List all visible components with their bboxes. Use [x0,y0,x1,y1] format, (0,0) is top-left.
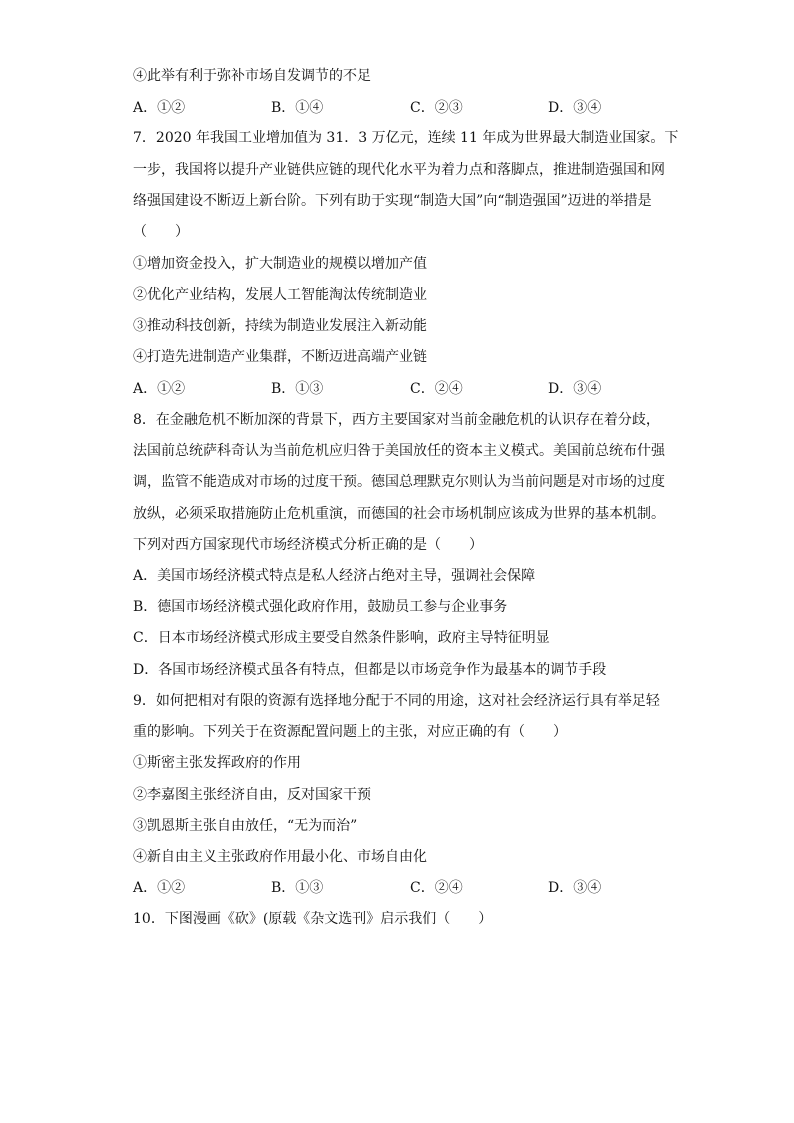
q9-option-b: B．①③ [271,880,324,896]
q7-stem-line-1: 7．2020 年我国工业增加值为 31．3 万亿元，连续 11 年成为世界最大制造业国家。下 [133,130,679,146]
q7-option-d: D．③④ [548,381,602,397]
q9-item-2: ②李嘉图主张经济自由，反对国家干预 [133,787,371,803]
q8-choice-a: A．美国市场经济模式特点是私人经济占绝对主导，强调社会保障 [133,568,536,584]
q6-option-b: B．①④ [271,100,324,116]
q8-choice-b: B．德国市场经济模式强化政府作用，鼓励员工参与企业事务 [133,599,508,615]
q8-stem-line-5: 下列对西方国家现代市场经济模式分析正确的是（ ） [133,537,483,553]
q7-stem-line-3: 络强国建设不断迈上新台阶。下列有助于实现“制造大国”向“制造强国”迈进的举措是 [133,193,652,209]
q8-stem-line-3: 调，监管不能造成对市场的过度干预。德国总理默克尔则认为当前问题是对市场的过度 [133,474,665,490]
q7-option-c: C．②④ [410,381,463,397]
q9-stem-line-1: 9．如何把相对有限的资源有选择地分配于不同的用途，这对社会经济运行具有举足轻 [133,693,660,709]
q7-option-a: A．①② [133,381,186,397]
q9-item-4: ④新自由主义主张政府作用最小化、市场自由化 [133,849,427,865]
q6-option-c: C．②③ [410,100,463,116]
q9-item-1: ①斯密主张发挥政府的作用 [133,755,301,771]
q9-stem-line-2: 重的影响。下列关于在资源配置问题上的主张，对应正确的有（ ） [133,724,567,740]
q7-option-b: B．①③ [271,381,324,397]
q9-option-c: C．②④ [410,880,463,896]
q7-item-4: ④打造先进制造产业集群，不断迈进高端产业链 [133,349,427,365]
q9-option-d: D．③④ [548,880,602,896]
q10-stem: 10．下图漫画《砍》(原载《杂文选刊》启示我们（ ） [133,911,493,927]
q7-stem-line-4: （ ） [133,224,189,240]
q9-option-a: A．①② [133,880,186,896]
q6-options [133,98,653,118]
q9-item-3: ③凯恩斯主张自由放任，“无为而治” [133,818,358,834]
q9-options [133,878,653,898]
q7-item-2: ②优化产业结构，发展人工智能淘汰传统制造业 [133,287,427,303]
q8-stem-line-1: 8．在金融危机不断加深的背景下，西方主要国家对当前金融危机的认识存在着分歧， [133,412,660,428]
q6-item-4: ④此举有利于弥补市场自发调节的不足 [133,68,371,84]
q8-choice-c: C．日本市场经济模式形成主要受自然条件影响，政府主导特征明显 [133,630,550,646]
q7-stem-line-2: 一步，我国将以提升产业链供应链的现代化水平为着力点和落脚点，推进制造强国和网 [133,162,665,178]
q8-stem-line-2: 法国前总统萨科奇认为当前危机应归咎于美国放任的资本主义模式。美国前总统布什强 [133,443,665,459]
q7-item-1: ①增加资金投入，扩大制造业的规模以增加产值 [133,256,427,272]
q8-stem-line-4: 放纵，必须采取措施防止危机重演，而德国的社会市场机制应该成为世界的基本机制。 [133,506,665,522]
q8-choice-d: D．各国市场经济模式虽各有特点，但都是以市场竞争作为最基本的调节手段 [133,662,607,678]
q7-item-3: ③推动科技创新，持续为制造业发展注入新动能 [133,318,427,334]
q6-option-d: D．③④ [548,100,602,116]
q7-options [133,379,653,399]
q6-option-a: A．①② [133,100,186,116]
